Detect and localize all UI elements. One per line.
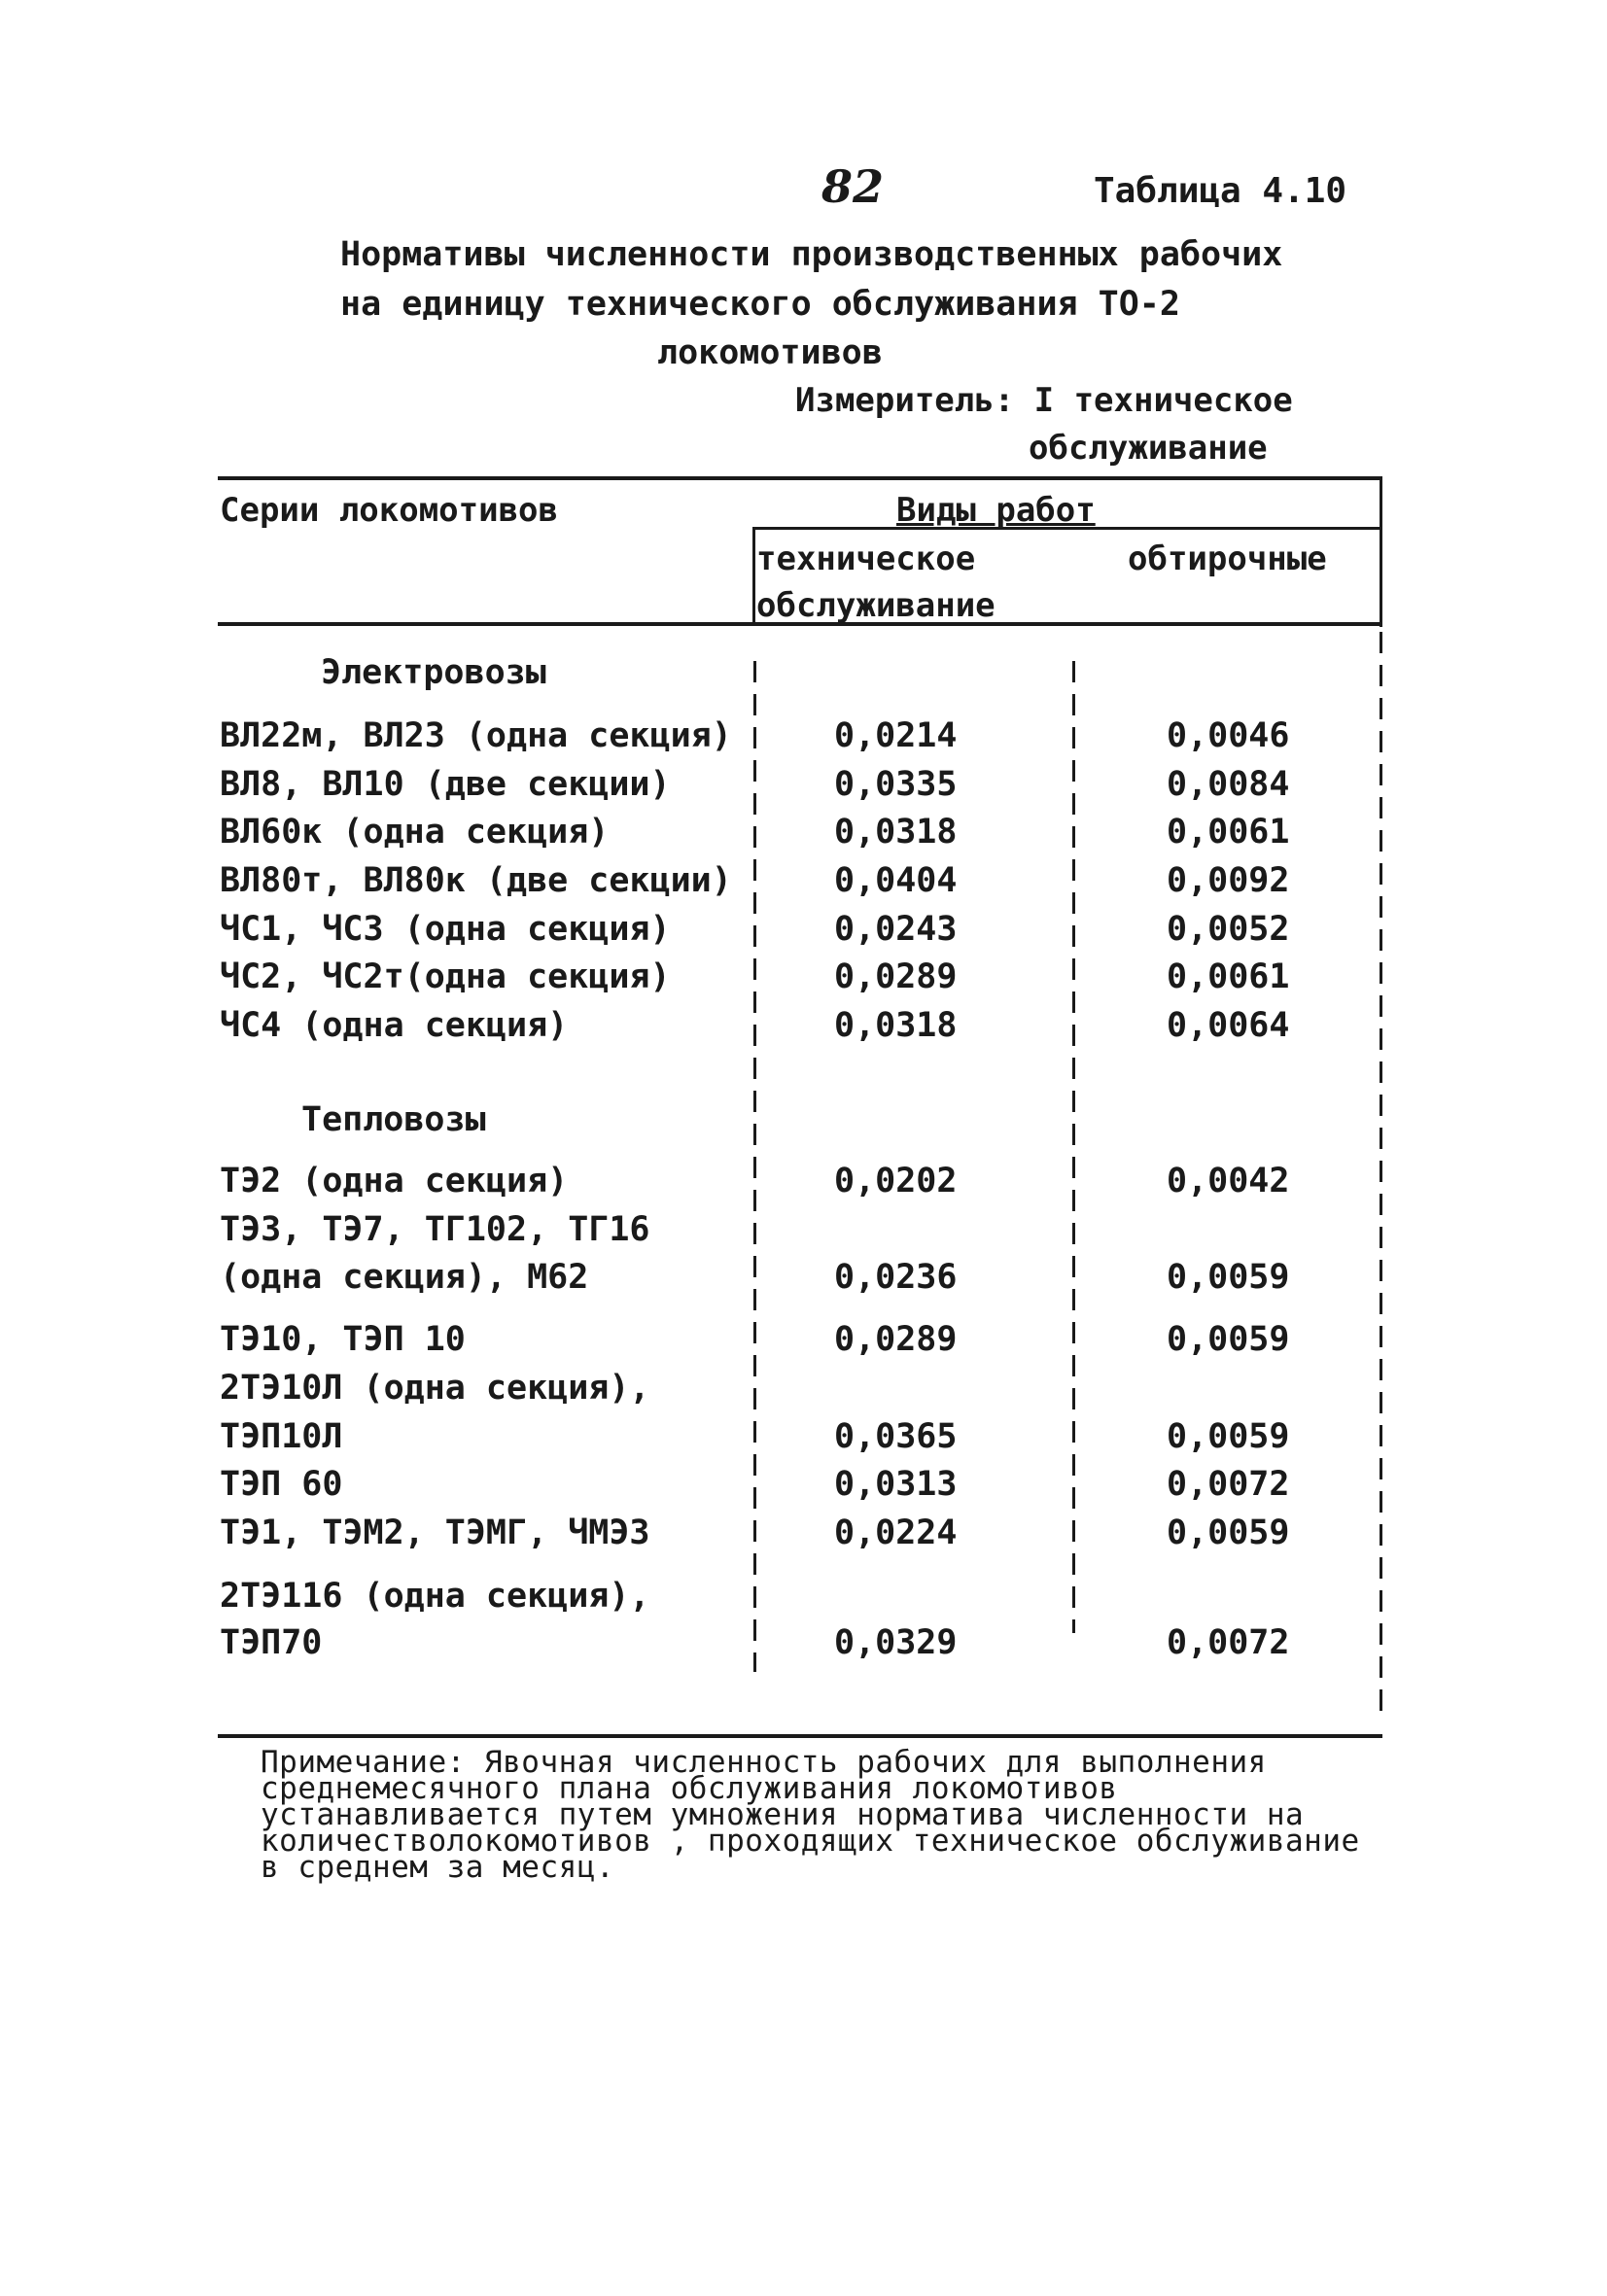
table-top-rule xyxy=(218,476,1382,480)
row-tech-value: 0,0202 xyxy=(834,1162,958,1200)
row-wipe-value: 0,0084 xyxy=(1167,765,1290,804)
row-wipe-value: 0,0059 xyxy=(1167,1417,1290,1456)
row-tech-value: 0,0329 xyxy=(834,1623,958,1662)
row-wipe-value: 0,0046 xyxy=(1167,716,1290,755)
row-wipe-value: 0,0059 xyxy=(1167,1513,1290,1552)
row-series-name: ЧС1, ЧС3 (одна секция) xyxy=(220,910,671,949)
header-series: Серии локомотивов xyxy=(220,491,558,530)
row-series-name: ТЭ3, ТЭ7, ТГ102, ТГ16 xyxy=(220,1210,650,1249)
row-series-name: ВЛ8, ВЛ10 (две секции) xyxy=(220,765,671,804)
row-wipe-value: 0,0092 xyxy=(1167,861,1290,900)
measure-line-1: Измеритель: I техническое xyxy=(795,381,1293,420)
page-number: 82 xyxy=(821,160,885,213)
measure-line-2: обслуживание xyxy=(1029,429,1268,468)
row-tech-value: 0,0335 xyxy=(834,765,958,804)
header-tech-line-1: техническое xyxy=(756,539,976,578)
row-wipe-value: 0,0052 xyxy=(1167,910,1290,949)
row-series-name-continued: (одна секция), М62 xyxy=(220,1258,589,1297)
section-title-electric: Электровозы xyxy=(321,653,546,692)
row-tech-value: 0,0365 xyxy=(834,1417,958,1456)
row-tech-value: 0,0289 xyxy=(834,957,958,996)
header-work-types: Виды работ xyxy=(896,491,1096,530)
row-wipe-value: 0,0059 xyxy=(1167,1258,1290,1297)
row-tech-value: 0,0318 xyxy=(834,1006,958,1045)
row-tech-value: 0,0224 xyxy=(834,1513,958,1552)
row-tech-value: 0,0289 xyxy=(834,1320,958,1359)
row-wipe-value: 0,0072 xyxy=(1167,1623,1290,1662)
row-series-name: ТЭ1, ТЭМ2, ТЭМГ, ЧМЭ3 xyxy=(220,1513,650,1552)
table-title-line-3: локомотивов xyxy=(657,333,883,372)
table-footnote: Примечание: Явочная численность рабочих для выполнения среднемесячного плана обслуживания локомотивов устанавливается путем умножения норматива численности на количестволокомотивов , проходящих техническое обслуживание в среднем за месяц. xyxy=(261,1745,1360,1885)
row-wipe-value: 0,0064 xyxy=(1167,1006,1290,1045)
row-series-name: ТЭ2 (одна секция) xyxy=(220,1162,569,1200)
table-right-border xyxy=(1380,476,1382,627)
row-wipe-value: 0,0061 xyxy=(1167,813,1290,852)
row-series-name: 2ТЭ10Л (одна секция), xyxy=(220,1369,650,1408)
row-series-name: ТЭ10, ТЭП 10 xyxy=(220,1320,466,1359)
row-series-name: ВЛ60к (одна секция) xyxy=(220,813,610,852)
section-title-diesel: Тепловозы xyxy=(301,1100,486,1139)
header-wipe: обтирочные xyxy=(1128,539,1327,578)
row-wipe-value: 0,0042 xyxy=(1167,1162,1290,1200)
row-series-name-continued: ТЭП70 xyxy=(220,1623,323,1662)
row-tech-value: 0,0313 xyxy=(834,1465,958,1504)
row-wipe-value: 0,0059 xyxy=(1167,1320,1290,1359)
row-series-name: ТЭП 60 xyxy=(220,1465,343,1504)
row-tech-value: 0,0404 xyxy=(834,861,958,900)
row-series-name: ЧС2, ЧС2т(одна секция) xyxy=(220,957,671,996)
table-right-edge xyxy=(1380,632,1382,1721)
row-series-name: ВЛ22м, ВЛ23 (одна секция) xyxy=(220,716,732,755)
table-label: Таблица 4.10 xyxy=(1094,171,1347,211)
row-series-name: ВЛ80т, ВЛ80к (две секции) xyxy=(220,861,732,900)
row-series-name-continued: ТЭП10Л xyxy=(220,1417,343,1456)
table-bottom-rule xyxy=(218,1734,1382,1738)
table-title-line-1: Нормативы численности производственных рабочих xyxy=(340,235,1283,274)
header-column-divider xyxy=(752,527,755,624)
row-tech-value: 0,0214 xyxy=(834,716,958,755)
row-tech-value: 0,0236 xyxy=(834,1258,958,1297)
row-wipe-value: 0,0061 xyxy=(1167,957,1290,996)
column-divider-2 xyxy=(1072,661,1075,1633)
row-tech-value: 0,0318 xyxy=(834,813,958,852)
row-series-name: 2ТЭ116 (одна секция), xyxy=(220,1577,650,1616)
header-tech-line-2: обслуживание xyxy=(756,586,996,625)
table-title-line-2: на единицу технического обслуживания ТО-2 xyxy=(340,285,1180,324)
row-wipe-value: 0,0072 xyxy=(1167,1465,1290,1504)
row-tech-value: 0,0243 xyxy=(834,910,958,949)
column-divider-1 xyxy=(753,661,756,1672)
row-series-name: ЧС4 (одна секция) xyxy=(220,1006,569,1045)
